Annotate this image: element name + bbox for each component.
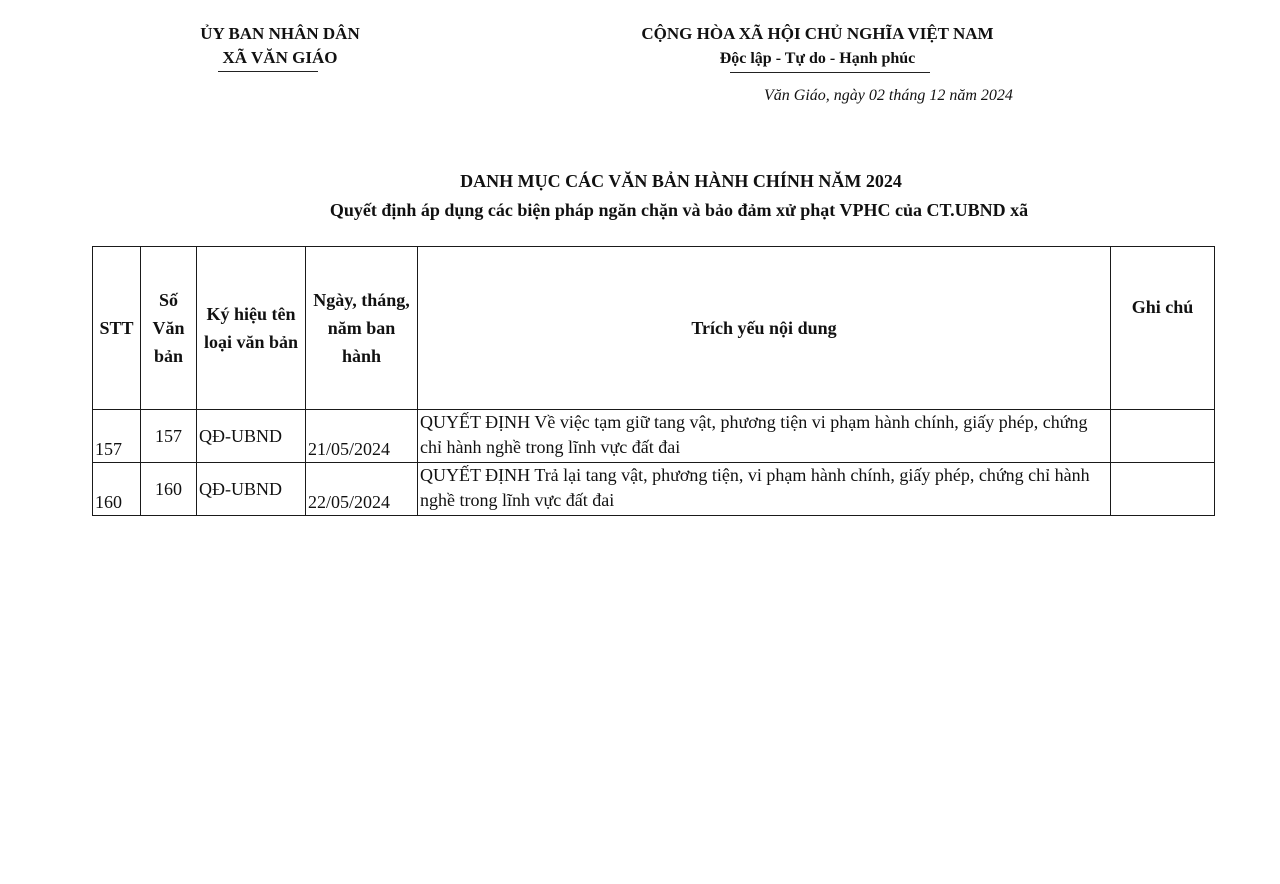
- national-motto: Độc lập - Tự do - Hạnh phúc: [719, 50, 916, 67]
- header-symbol: Ký hiệu tên loại văn bản: [197, 247, 306, 410]
- cell-stt: 160: [93, 463, 141, 516]
- table-row: [93, 463, 1215, 516]
- issuing-authority-line2: XÃ VĂN GIÁO: [222, 48, 338, 67]
- cell-date: 21/05/2024: [306, 410, 418, 463]
- table-row: [93, 410, 1215, 463]
- header-date: Ngày, tháng, năm ban hành: [306, 247, 418, 410]
- header-summary: Trích yếu nội dung: [418, 247, 1111, 410]
- place-date-line: Văn Giáo, ngày 02 tháng 12 năm 2024: [764, 87, 1013, 104]
- header-note: Ghi chú: [1111, 247, 1215, 410]
- table-header-row: [93, 247, 1215, 410]
- cell-note: [1111, 410, 1215, 463]
- header-number: Số Văn bản: [141, 247, 197, 410]
- cell-number: 157: [141, 410, 197, 463]
- authority-underline: [218, 71, 318, 72]
- document-title: DANH MỤC CÁC VĂN BẢN HÀNH CHÍNH NĂM 2024: [460, 171, 902, 191]
- header-stt: STT: [93, 247, 141, 410]
- motto-underline: [730, 72, 930, 73]
- cell-note: [1111, 463, 1215, 516]
- cell-symbol: QĐ-UBND: [197, 463, 306, 516]
- cell-summary: QUYẾT ĐỊNH Về việc tạm giữ tang vật, phương tiện vi phạm hành chính, giấy phép, chứng chỉ hành nghề trong lĩnh vực đất đai: [418, 410, 1111, 463]
- cell-number: 160: [141, 463, 197, 516]
- cell-summary: QUYẾT ĐỊNH Trả lại tang vật, phương tiện, vi phạm hành chính, giấy phép, chứng chỉ hành nghề trong lĩnh vực đất đai: [418, 463, 1111, 516]
- issuing-authority-line1: ỦY BAN NHÂN DÂN: [200, 24, 360, 43]
- document-subtitle: Quyết định áp dụng các biện pháp ngăn chặn và bảo đảm xử phạt VPHC của CT.UBND xã: [329, 200, 1029, 220]
- document-list-table: [92, 246, 1215, 516]
- cell-stt: 157: [93, 410, 141, 463]
- cell-date: 22/05/2024: [306, 463, 418, 516]
- cell-symbol: QĐ-UBND: [197, 410, 306, 463]
- national-title: CỘNG HÒA XÃ HỘI CHỦ NGHĨA VIỆT NAM: [641, 24, 994, 43]
